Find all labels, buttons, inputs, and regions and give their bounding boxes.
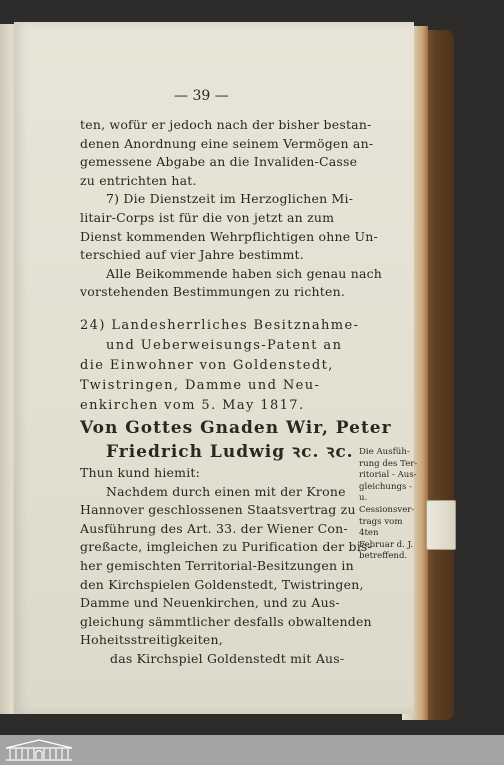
text-line: den Kirchspielen Goldenstedt, Twistringen, <box>80 576 364 592</box>
margin-line: betreffend. <box>359 551 408 562</box>
text-line: denen Anordnung eine seinem Vermögen an- <box>80 135 374 151</box>
library-building-icon <box>4 738 74 762</box>
text-line: litair-Corps ist für die von jetzt an zum <box>80 209 335 225</box>
text-line: Thun kund hiemit: <box>80 464 201 480</box>
text-line: vorstehenden Bestimmungen zu richten. <box>80 284 346 300</box>
text-line: 7) Die Dienstzeit im Herzoglichen Mi- <box>106 191 354 207</box>
text-line: terschied auf vier Jahre bestimmt. <box>80 247 304 263</box>
section-heading: enkirchen vom 5. May 1817. <box>80 397 305 413</box>
margin-line: ritorial - Aus- <box>359 470 417 481</box>
text-line: Hannover geschlossenen Staatsvertrag zu <box>80 502 356 518</box>
bookmark-tab <box>426 500 456 550</box>
section-heading: die Einwohner von Goldenstedt, <box>80 357 334 373</box>
page-number: — 39 — <box>174 88 229 104</box>
text-line: Ausführung des Art. 33. der Wiener Con- <box>80 520 348 536</box>
margin-note <box>359 447 421 563</box>
section-heading: 24) Landesherrliches Besitznahme- <box>80 317 360 333</box>
text-line: her gemischten Territorial-Besitzungen in <box>80 557 354 573</box>
margin-line: rung des Ter- <box>359 458 418 469</box>
section-heading: Twistringen, Damme und Neu- <box>80 377 321 393</box>
section-heading: und Ueberweisungs-Patent an <box>106 337 343 353</box>
margin-line: Cessionsver- <box>359 504 415 515</box>
book-page <box>14 22 418 714</box>
margin-line: Die Ausfüh- <box>359 447 410 457</box>
text-line: Nachdem durch einen mit der Krone <box>106 483 346 499</box>
margin-line: gleichungs - u. <box>359 481 413 504</box>
text-line: gemessene Abgabe an die Invaliden-Casse <box>80 154 358 170</box>
margin-line: Februar d. J. <box>359 539 414 550</box>
text-line: Alle Beikommende haben sich genau nach <box>106 265 383 281</box>
text-line: ten, wofür er jedoch nach der bisher bestan- <box>80 117 372 132</box>
decree-title: Von Gottes Gnaden Wir, Peter <box>80 417 392 438</box>
decree-title: Friedrich Ludwig ꝛc. ꝛc. <box>106 441 354 462</box>
text-line: das Kirchspiel Goldenstedt mit Aus- <box>110 650 345 666</box>
margin-line: trags vom 4ten <box>359 516 403 539</box>
viewer-footer <box>0 735 504 765</box>
text-line: greßacte, imgleichen zu Purification der bis- <box>80 539 372 555</box>
text-line: zu entrichten hat. <box>80 172 197 188</box>
text-line: Dienst kommenden Wehrpflichtigen ohne Un- <box>80 228 378 244</box>
text-line: Hoheitsstreitigkeiten, <box>80 632 223 648</box>
text-line: Damme und Neuenkirchen, und zu Aus- <box>80 595 340 611</box>
text-line: gleichung sämmtlicher desfalls obwaltenden <box>80 613 372 629</box>
